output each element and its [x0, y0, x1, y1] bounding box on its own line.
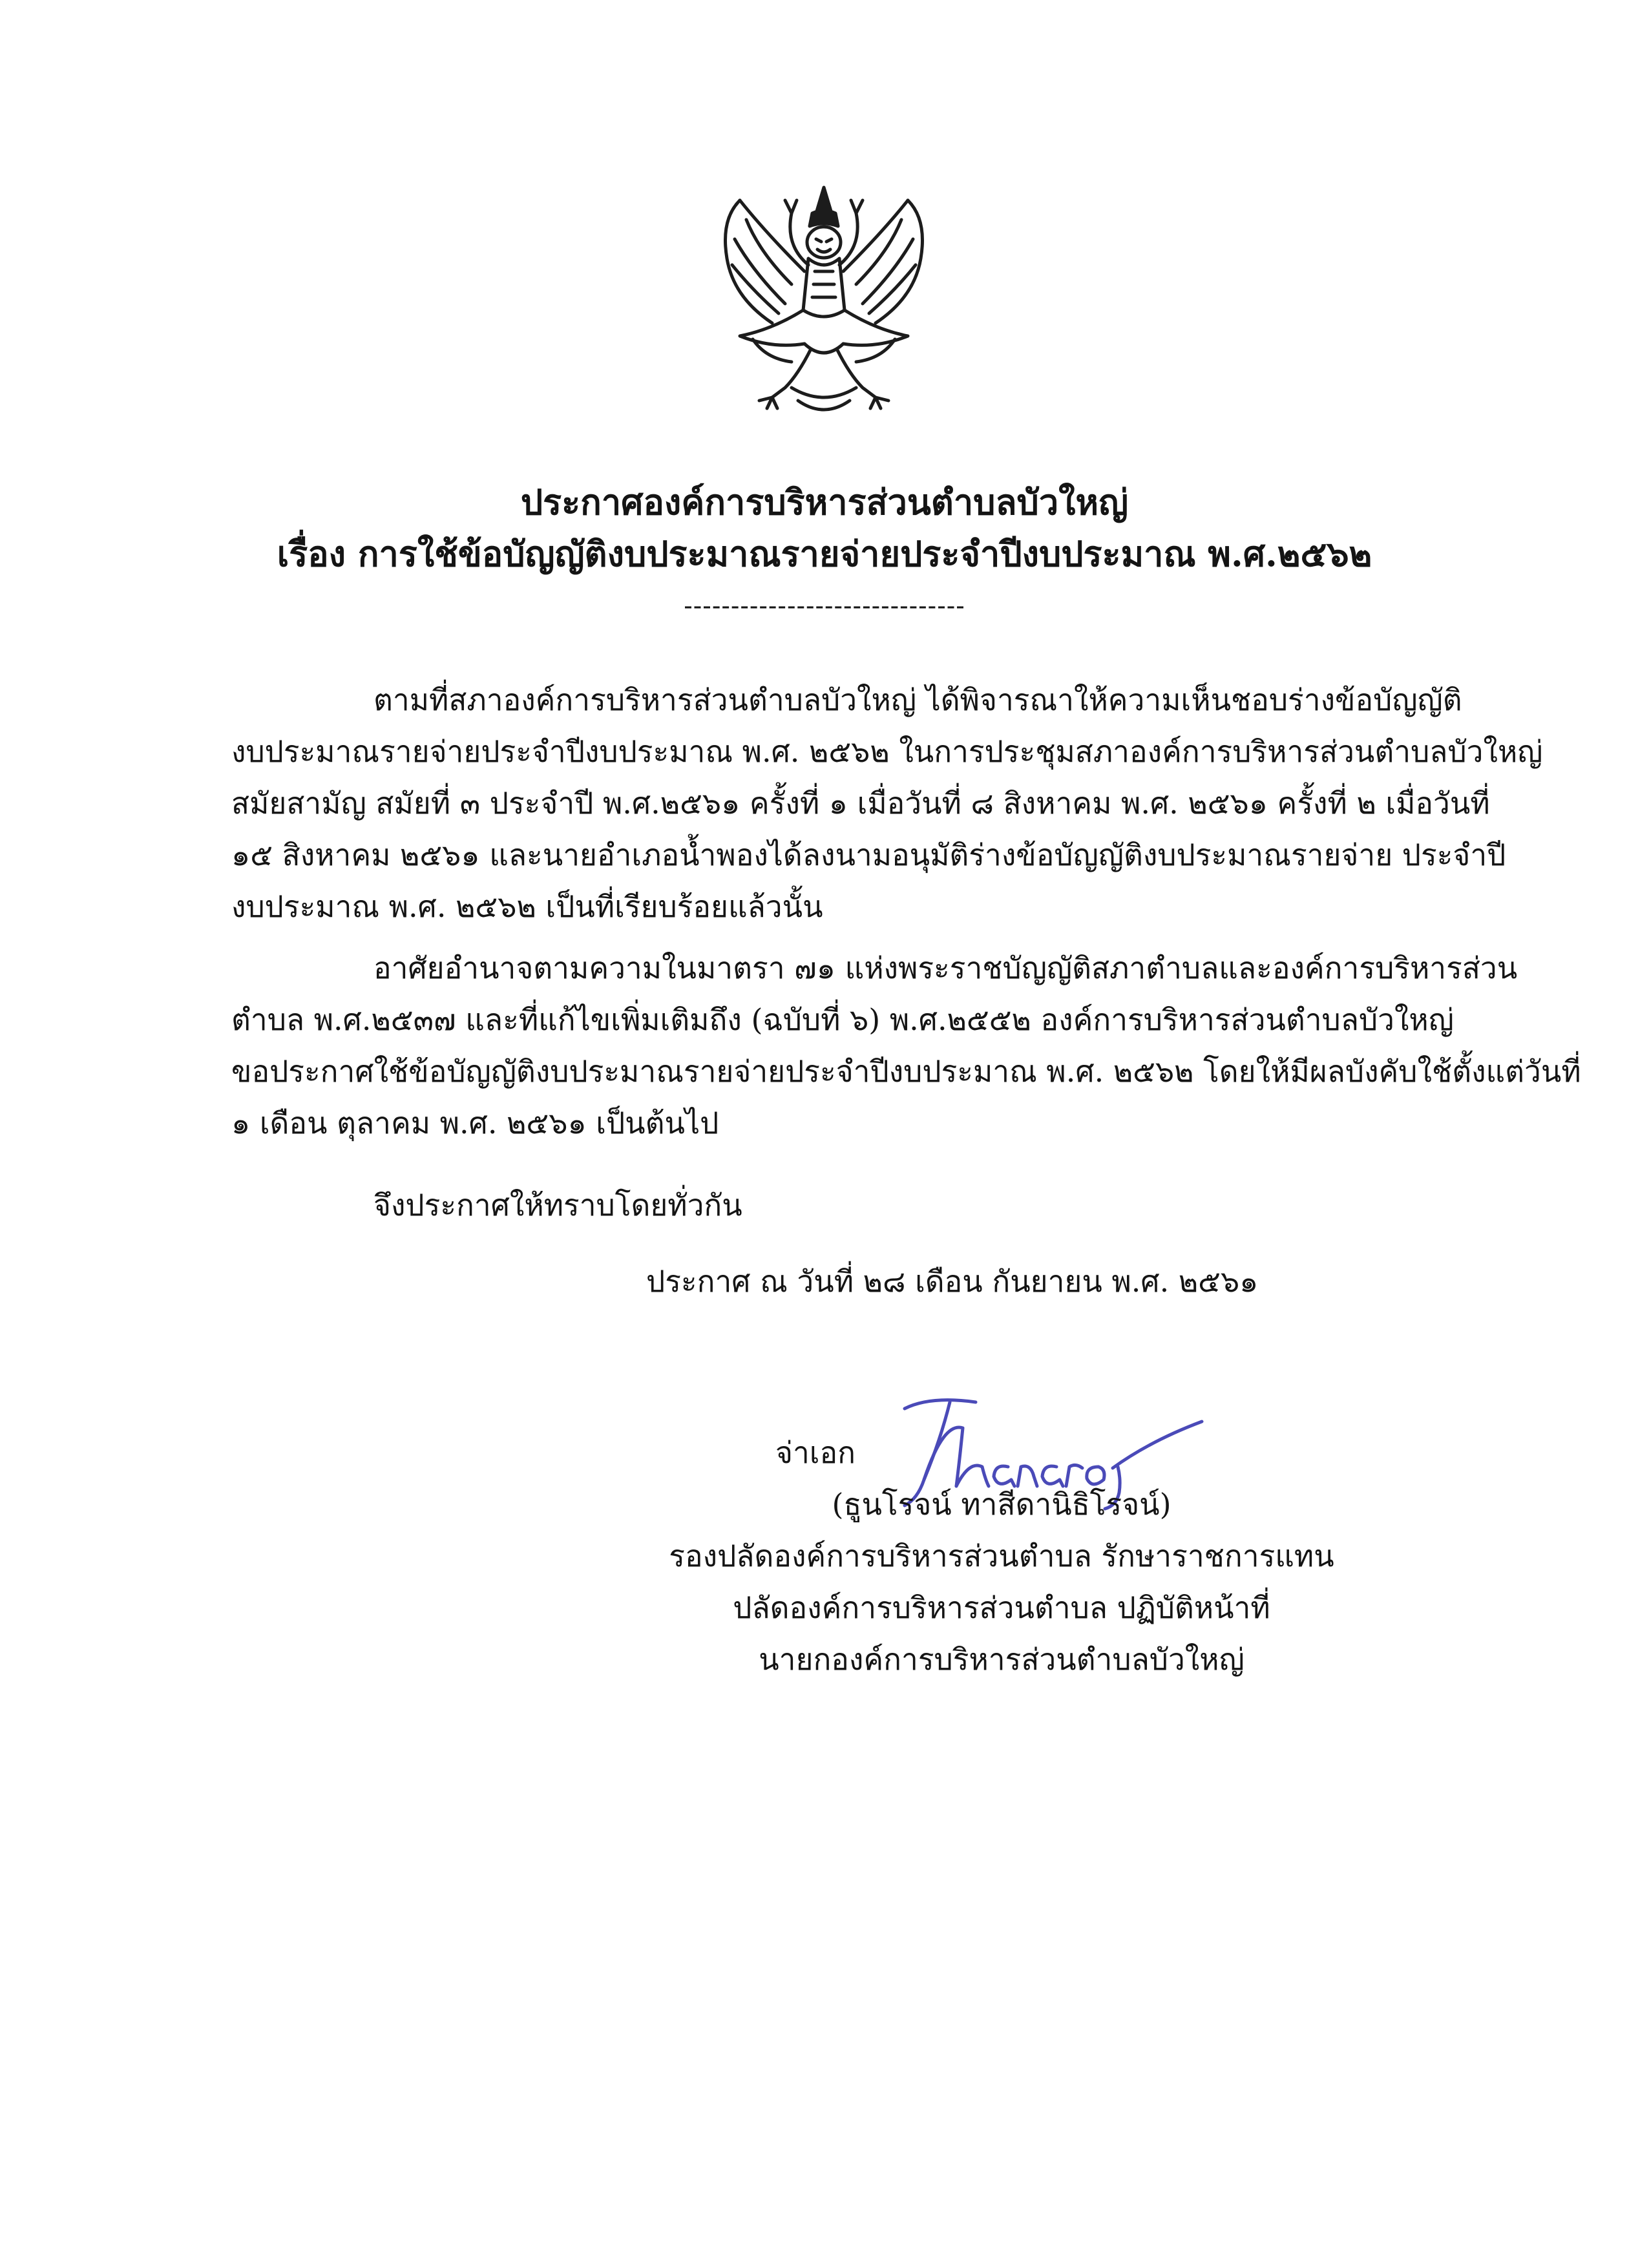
closing-statement: จึงประกาศให้ทราบโดยทั่วกัน — [373, 1188, 742, 1223]
paragraph2-line3: ขอประกาศใช้ข้อบัญญัติงบประมาณรายจ่ายประจำปีงบประมาณ พ.ศ. ๒๕๖๒ โดยให้มีผลบังคับใช้ตั้งแต่วันที่ — [231, 1054, 1581, 1089]
signer-name: (ธูนโรจน์ ทาสีดานิธิโรจน์) — [832, 1487, 1171, 1522]
heading-divider: ------------------------------ — [684, 591, 965, 621]
paragraph1-line5: งบประมาณ พ.ศ. ๒๕๖๒ เป็นที่เรียบร้อยแล้วนั้น — [231, 889, 823, 924]
garuda-emblem-icon — [695, 174, 953, 433]
announcement-date: ประกาศ ณ วันที่ ๒๘ เดือน กันยายน พ.ศ. ๒๕๖๑ — [646, 1264, 1259, 1299]
announcement-subject: เรื่อง การใช้ข้อบัญญัติงบประมาณรายจ่ายประจำปีงบประมาณ พ.ศ.๒๕๖๒ — [277, 533, 1372, 574]
paragraph1-line1: ตามที่สภาองค์การบริหารส่วนตำบลบัวใหญ่ ได้พิจารณาให้ความเห็นชอบร่างข้อบัญญัติ — [373, 682, 1462, 717]
paragraph1-line4: ๑๕ สิงหาคม ๒๕๖๑ และนายอำเภอน้ำพองได้ลงนามอนุมัติร่างข้อบัญญัติงบประมาณรายจ่าย ประจำปี — [231, 837, 1506, 872]
paragraph1-line2: งบประมาณรายจ่ายประจำปีงบประมาณ พ.ศ. ๒๕๖๒ ในการประชุมสภาองค์การบริหารส่วนตำบลบัวใหญ่ — [231, 734, 1543, 769]
paragraph1-line3: สมัยสามัญ สมัยที่ ๓ ประจำปี พ.ศ.๒๕๖๑ ครั้งที่ ๑ เมื่อวันที่ ๘ สิงหาคม พ.ศ. ๒๕๖๑ ครั้งที่ ๒ เมื่อวันที่ — [231, 786, 1490, 821]
paragraph2-line1: อาศัยอำนาจตามความในมาตรา ๗๑ แห่งพระราชบัญญัติสภาตำบลและองค์การบริหารส่วน — [373, 950, 1518, 985]
paragraph2-line2: ตำบล พ.ศ.๒๕๓๗ และที่แก้ไขเพิ่มเติมถึง (ฉบับที่ ๖) พ.ศ.๒๕๕๒ องค์การบริหารส่วนตำบลบัวใหญ่ — [231, 1002, 1454, 1037]
signer-position-1: รองปลัดองค์การบริหารส่วนตำบล รักษาราชการแทน — [669, 1538, 1334, 1573]
signer-position-2: ปลัดองค์การบริหารส่วนตำบล ปฏิบัติหน้าที่ — [733, 1590, 1270, 1625]
announcement-title: ประกาศองค์การบริหารส่วนตำบลบัวใหญ่ — [520, 481, 1129, 523]
signer-rank: จ่าเอก — [775, 1435, 856, 1470]
signer-position-3: นายกองค์การบริหารส่วนตำบลบัวใหญ่ — [759, 1642, 1245, 1677]
paragraph2-line4: ๑ เดือน ตุลาคม พ.ศ. ๒๕๖๑ เป็นต้นไป — [231, 1106, 719, 1140]
